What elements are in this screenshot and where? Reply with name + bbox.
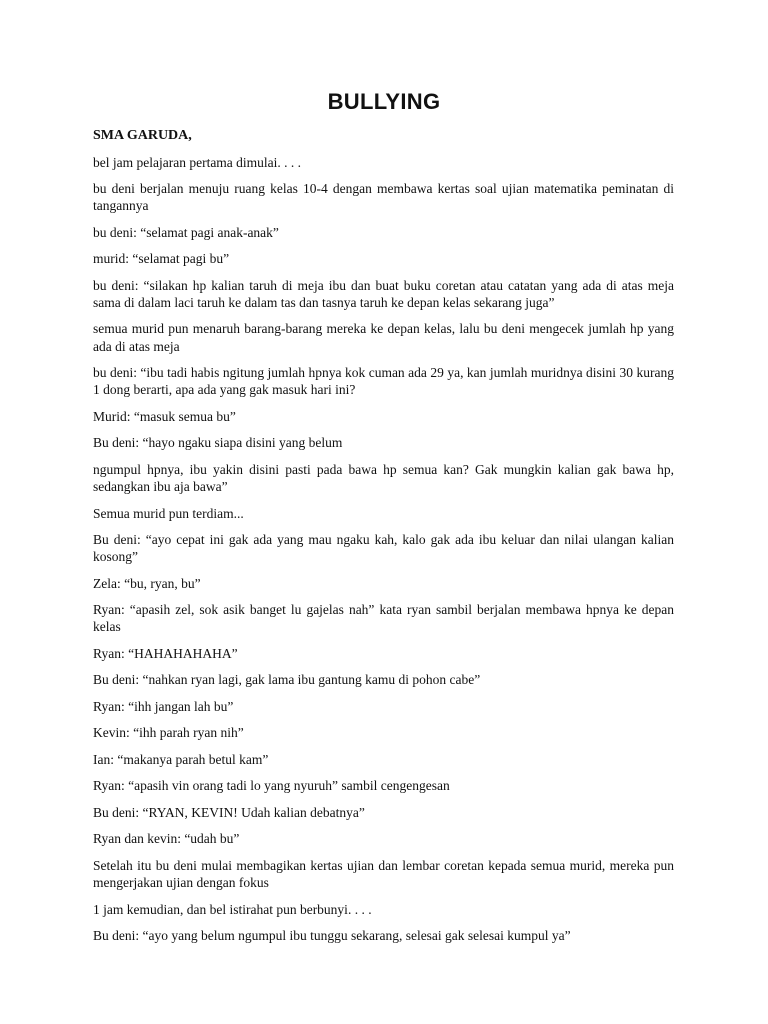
paragraph: Semua murid pun terdiam...: [93, 505, 244, 521]
paragraph: Bu deni: “hayo ngaku siapa disini yang belum: [93, 435, 343, 451]
paragraph: bu deni: “silakan hp kalian taruh di meja ibu dan buat buku coretan atau catatan yang ada di atas meja sama di dalam laci taruh ke dalam tas dan tasnya taruh ke depan kelas sekarang juga”: [93, 277, 674, 310]
document-title: BULLYING: [327, 89, 441, 114]
paragraph: Ryan dan kevin: “udah bu”: [93, 831, 240, 847]
document-body: [93, 127, 674, 954]
paragraph: bu deni: “ibu tadi habis ngitung jumlah hpnya kok cuman ada 29 ya, kan jumlah muridnya disini 30 kurang 1 dong berarti, apa ada yang gak masuk hari ini?: [93, 365, 674, 398]
paragraph: 1 jam kemudian, dan bel istirahat pun berbunyi. . . .: [93, 901, 372, 917]
paragraph: bu deni berjalan menuju ruang kelas 10-4 dengan membawa kertas soal ujian matematika peminatan di tangannya: [93, 181, 674, 214]
paragraph: Murid: “masuk semua bu”: [93, 408, 236, 424]
school-heading: SMA GARUDA,: [93, 128, 192, 143]
paragraph: Bu deni: “RYAN, KEVIN! Udah kalian debatnya”: [93, 804, 365, 820]
paragraph: Bu deni: “nahkan ryan lagi, gak lama ibu gantung kamu di pohon cabe”: [93, 672, 481, 688]
paragraph: Ryan: “ihh jangan lah bu”: [93, 698, 234, 714]
paragraph: Ryan: “apasih zel, sok asik banget lu gajelas nah” kata ryan sambil berjalan membawa hpnya ke depan kelas: [93, 602, 674, 635]
paragraph: bel jam pelajaran pertama dimulai. . . .: [93, 154, 302, 170]
paragraph: Bu deni: “ayo yang belum ngumpul ibu tunggu sekarang, selesai gak selesai kumpul ya”: [93, 928, 571, 944]
paragraph: Ryan: “HAHAHAHAHA”: [93, 645, 238, 661]
paragraph: Bu deni: “ayo cepat ini gak ada yang mau ngaku kah, kalo gak ada ibu keluar dan nilai ulangan kalian kosong”: [93, 532, 674, 565]
paragraph: Ryan: “apasih vin orang tadi lo yang nyuruh” sambil cengengesan: [93, 778, 450, 794]
paragraph: murid: “selamat pagi bu”: [93, 251, 230, 267]
paragraph: Setelah itu bu deni mulai membagikan kertas ujian dan lembar coretan kepada semua murid, mereka pun mengerjakan ujian dengan fokus: [93, 857, 674, 891]
paragraph: Zela: “bu, ryan, bu”: [93, 575, 201, 591]
paragraph: ngumpul hpnya, ibu yakin disini pasti pada bawa hp semua kan? Gak mungkin kalian gak bawa hp, sedangkan ibu aja bawa”: [93, 461, 674, 495]
paragraph: Ian: “makanya parah betul kam”: [93, 751, 269, 767]
paragraph: bu deni: “selamat pagi anak-anak”: [93, 224, 279, 240]
paragraph: Kevin: “ihh parah ryan nih”: [93, 725, 244, 741]
paragraph: semua murid pun menaruh barang-barang mereka ke depan kelas, lalu bu deni mengecek jumlah hp yang ada di atas meja: [93, 321, 674, 354]
